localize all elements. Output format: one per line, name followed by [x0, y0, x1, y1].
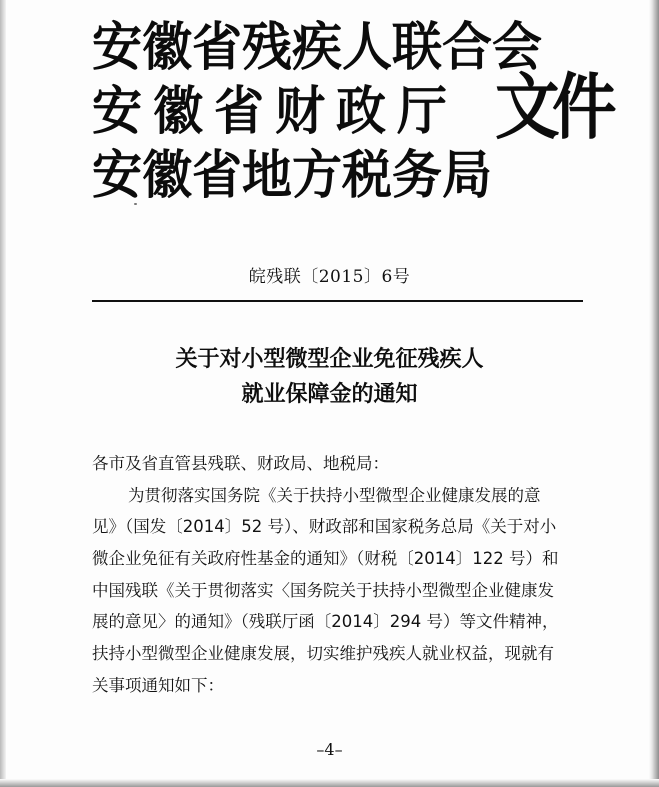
- scan-edge-bottom: [0, 779, 659, 787]
- header-divider: [92, 300, 583, 302]
- paragraph-line: 为贯彻落实国务院《关于扶持小型微型企业健康发展的意: [128, 485, 541, 505]
- document-title-line-1: 关于对小型微型企业免征残疾人: [175, 346, 484, 372]
- page-number: –4–: [316, 740, 343, 759]
- document-title-line-2: 就业保障金的通知: [241, 381, 418, 407]
- paragraph-line: 见》（国发〔2014〕52 号）、财政部和国家税务总局《关于对小: [92, 517, 557, 537]
- salutation: 各市及省直管县残联、财政局、地税局：: [92, 454, 389, 473]
- paragraph-line: 展的意见〉的通知》（残联厅函〔2014〕294 号）等文件精神，: [92, 612, 559, 632]
- document-word: 文件: [495, 66, 610, 150]
- document-number: 皖残联〔2015〕6号: [248, 267, 411, 287]
- issuer-local-tax-bureau: 安徽省地方税务局: [92, 144, 492, 206]
- paragraph-line: 微企业免征有关政府性基金的通知》（财税〔2014〕122 号）和: [92, 549, 559, 569]
- paragraph-line: 扶持小型微型企业健康发展，切实维护残疾人就业权益，现就有: [92, 644, 554, 664]
- issuer-disabled-persons-federation: 安徽省残疾人联合会: [92, 16, 542, 78]
- paragraph-line: 中国残联《关于贯彻落实〈国务院关于扶持小型微型企业健康发: [92, 580, 554, 600]
- issuer-block: [92, 14, 542, 206]
- paragraph-line: 关事项通知如下：: [92, 675, 224, 695]
- document-body: [92, 448, 607, 702]
- issuer-finance-department: 安徽省财政厅: [92, 80, 458, 142]
